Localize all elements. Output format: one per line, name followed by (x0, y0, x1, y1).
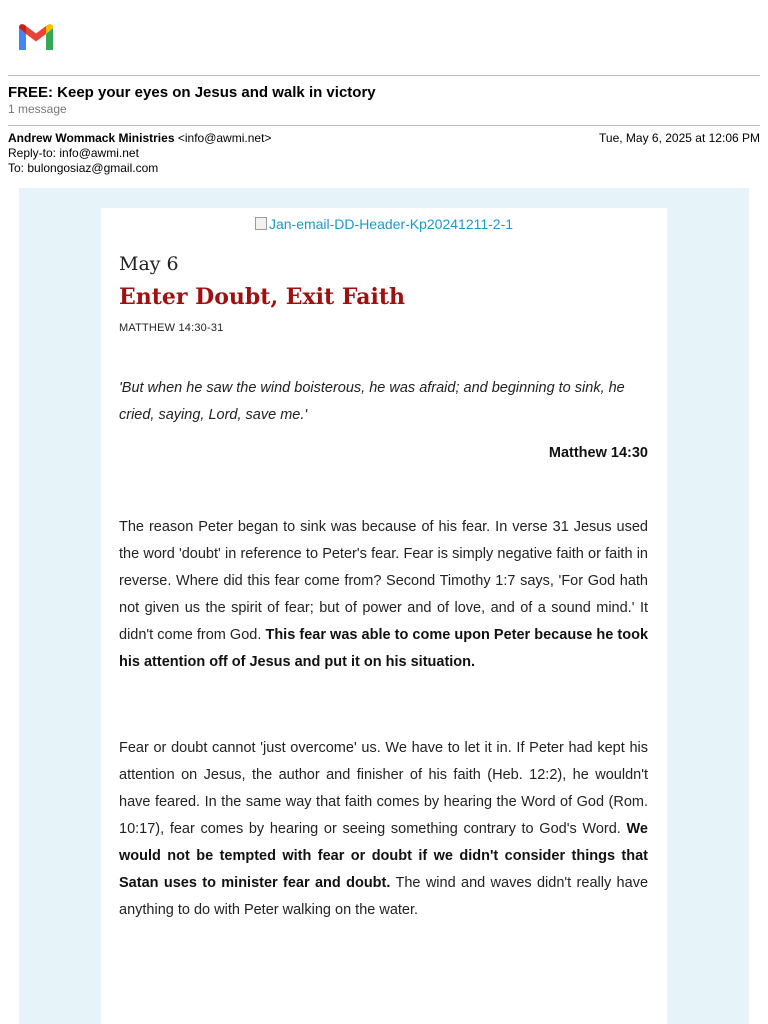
recipient: To: bulongosiaz@gmail.com (8, 161, 159, 175)
devotional-title: Enter Doubt, Exit Faith (119, 284, 406, 310)
devotional-date: May 6 (119, 253, 179, 275)
email-subject: FREE: Keep your eyes on Jesus and walk in victory (8, 84, 376, 101)
header-image-link[interactable] (101, 216, 667, 232)
sender-email[interactable]: <info@awmi.net> (177, 131, 272, 145)
sender-line (8, 131, 271, 146)
broken-image-icon (255, 217, 267, 230)
reply-to: Reply-to: info@awmi.net (8, 146, 139, 160)
header-divider (8, 125, 760, 126)
gmail-logo-icon (16, 22, 56, 52)
header-image-alt: Jan-email-DD-Header-Kp20241211-2-1 (268, 216, 514, 232)
paragraph-2-text: Fear or doubt cannot 'just overcome' us. We have to let it in. If Peter had kept his attention on Jesus, the author and finisher of his faith (Heb. 12:2), he wouldn't have feared. In the same way that faith comes by hearing the Word of God (Rom. 10:17), fear comes by hearing or seeing something contrary to God's Word. (119, 740, 648, 837)
verse-citation: Matthew 14:30 (548, 445, 648, 461)
paragraph-1 (119, 514, 648, 676)
paragraph-2 (119, 735, 648, 924)
paragraph-1-text: The reason Peter began to sink was because of his fear. In verse 31 Jesus used the word 'doubt' in reference to Peter's fear. Fear is simply negative faith or faith in reverse. Where did this fear come from? Second Timothy 1:7 says, 'For God hath not given us the spirit of fear; but of power and of love, and of a sound mind.' It didn't come from God. (119, 519, 648, 643)
email-date: Tue, May 6, 2025 at 12:06 PM (599, 131, 760, 145)
paragraph-2-tail: The wind and waves didn't really have anything to do with Peter walking on the water. (119, 875, 649, 918)
paragraph-2-bold: We would not be tempted with fear or doubt if we didn't consider things that Satan uses to minister fear and doubt. (119, 821, 648, 891)
paragraph-1-bold: This fear was able to come upon Peter because he took his attention off of Jesus and put it on his situation. (119, 627, 649, 670)
scripture-verse: 'But when he saw the wind boisterous, he was afraid; and beginning to sink, he cried, saying, Lord, save me.' (119, 380, 625, 423)
sender-name: Andrew Wommack Ministries (8, 131, 175, 145)
scripture-reference: MATTHEW 14:30-31 (119, 322, 224, 334)
email-content-card (101, 208, 667, 1024)
message-count: 1 message (8, 102, 67, 116)
top-divider (8, 75, 760, 76)
